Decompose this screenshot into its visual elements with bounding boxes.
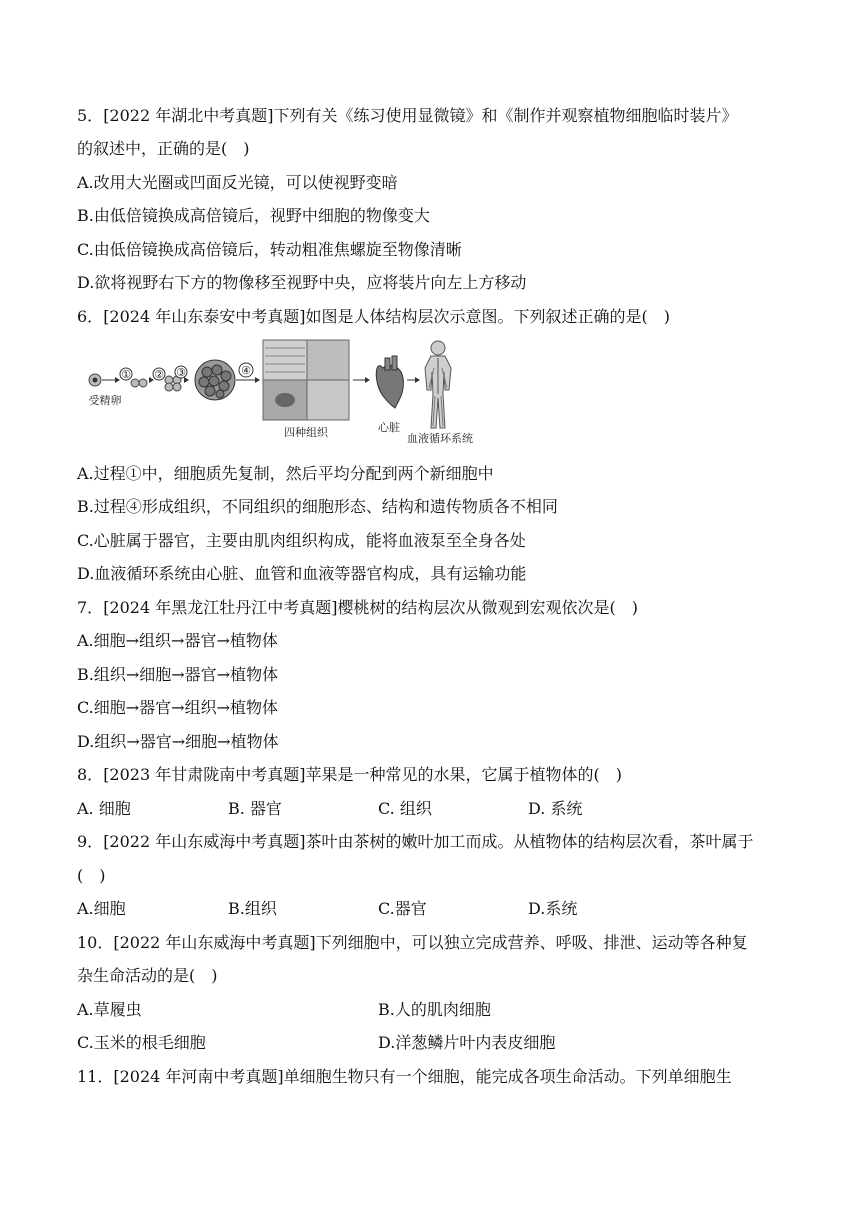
step-4-label: ④ [241, 364, 251, 377]
question-5-stem-line-1 [77, 106, 737, 126]
question-number: 6． [77, 307, 104, 326]
question-7-stem [77, 598, 638, 618]
question-8-option-b: B. 器官 [228, 799, 282, 818]
question-5-option-c: C.由低倍镜换成高倍镜后，转动粗准焦螺旋至物像清晰 [77, 240, 462, 259]
question-10-option-c: C.玉米的根毛细胞 [77, 1033, 206, 1052]
question-text: [2024 年河南中考真题]单细胞生物只有一个细胞，能完成各项生命活动。下列单细胞生 [113, 1067, 732, 1086]
question-8-option-c: C. 组织 [378, 799, 432, 818]
human-body-icon [425, 341, 451, 428]
question-6-stem [77, 307, 670, 327]
heart-icon [376, 356, 403, 408]
question-text: [2023 年甘肃陇南中考真题]苹果是一种常见的水果，它属于植物体的( ) [103, 765, 622, 784]
question-10-options-row-2 [77, 1033, 797, 1053]
question-10-stem-line-1 [77, 933, 748, 953]
heart-label: 心脏 [378, 421, 400, 434]
question-8-option-a: A. 细胞 [77, 799, 131, 818]
question-5-option-d: D.欲将视野右下方的物像移至视野中央，应将装片向左上方移动 [77, 273, 527, 292]
question-10-options-row-1 [77, 1000, 797, 1020]
question-9-option-d: D.系统 [528, 899, 578, 918]
human-structure-levels-figure [83, 338, 483, 450]
circulatory-system-label: 血液循环系统 [407, 432, 473, 445]
question-9-stem-line-2: ( ) [77, 866, 106, 885]
arrow-head-icon [415, 377, 420, 383]
question-number: 9． [77, 832, 104, 851]
question-5-option-b: B.由低倍镜换成高倍镜后，视野中细胞的物像变大 [77, 206, 430, 225]
question-6-option-a: A.过程①中，细胞质先复制，然后平均分配到两个新细胞中 [77, 464, 494, 483]
question-9-options [77, 899, 797, 919]
cell-mass-icon [195, 360, 235, 400]
question-text: [2022 年湖北中考真题]下列有关《练习使用显微镜》和《制作并观察植物细胞临时装片》 [103, 106, 738, 125]
question-7-option-d: D.组织→器官→细胞→植物体 [77, 732, 279, 751]
question-6-option-d: D.血液循环系统由心脏、血管和血液等器官构成，具有运输功能 [77, 564, 527, 583]
question-10-option-a: A.草履虫 [77, 1000, 142, 1019]
step-3-label: ③ [176, 366, 186, 379]
question-11-stem [77, 1067, 732, 1087]
question-text: [2022 年山东威海中考真题]下列细胞中，可以独立完成营养、呼吸、排泄、运动等各种复 [113, 933, 748, 952]
question-10-option-b: B.人的肌肉细胞 [378, 1000, 491, 1019]
question-10-option-d: D.洋葱鳞片叶内表皮细胞 [378, 1033, 556, 1052]
question-number: 7． [77, 598, 104, 617]
arrow-head-icon [365, 377, 370, 383]
four-tissues-label: 四种组织 [284, 426, 328, 439]
question-10-stem-line-2: 杂生命活动的是( ) [77, 966, 218, 985]
question-8-option-d: D. 系统 [528, 799, 583, 818]
four-tissues-icon [263, 340, 349, 420]
question-number: 8． [77, 765, 104, 784]
question-number: 5． [77, 106, 104, 125]
two-cell-icon [131, 379, 147, 387]
zygote-icon [89, 374, 101, 386]
question-5-option-a: A.改用大光圈或凹面反光镜，可以使视野变暗 [77, 173, 398, 192]
question-9-option-b: B.组织 [228, 899, 277, 918]
question-text: [2024 年黑龙江牡丹江中考真题]樱桃树的结构层次从微观到宏观依次是( ) [103, 598, 638, 617]
question-7-option-c: C.细胞→器官→组织→植物体 [77, 698, 278, 717]
question-number: 10． [77, 933, 114, 952]
question-text: [2024 年山东泰安中考真题]如图是人体结构层次示意图。下列叙述正确的是( ) [103, 307, 670, 326]
question-9-stem-line-1 [77, 832, 753, 852]
question-5-stem-line-2: 的叙述中，正确的是( ) [77, 139, 250, 158]
question-7-option-a: A.细胞→组织→器官→植物体 [77, 631, 278, 650]
arrow-head-icon [255, 377, 260, 383]
question-7-option-b: B.组织→细胞→器官→植物体 [77, 665, 279, 684]
arrow-head-icon [115, 377, 120, 383]
step-2-label: ② [154, 368, 164, 381]
question-9-option-c: C.器官 [378, 899, 427, 918]
question-8-stem [77, 765, 622, 785]
question-number: 11． [77, 1067, 114, 1086]
step-1-label: ① [121, 368, 131, 381]
question-text: [2022 年山东威海中考真题]茶叶由茶树的嫩叶加工而成。从植物体的结构层次看，茶叶属于 [103, 832, 754, 851]
question-8-options [77, 799, 797, 819]
question-9-option-a: A.细胞 [77, 899, 126, 918]
question-6-option-c: C.心脏属于器官，主要由肌肉组织构成，能将血液泵至全身各处 [77, 531, 526, 550]
question-6-option-b: B.过程④形成组织，不同组织的细胞形态、结构和遗传物质各不相同 [77, 497, 558, 516]
zygote-label: 受精卵 [88, 394, 122, 407]
